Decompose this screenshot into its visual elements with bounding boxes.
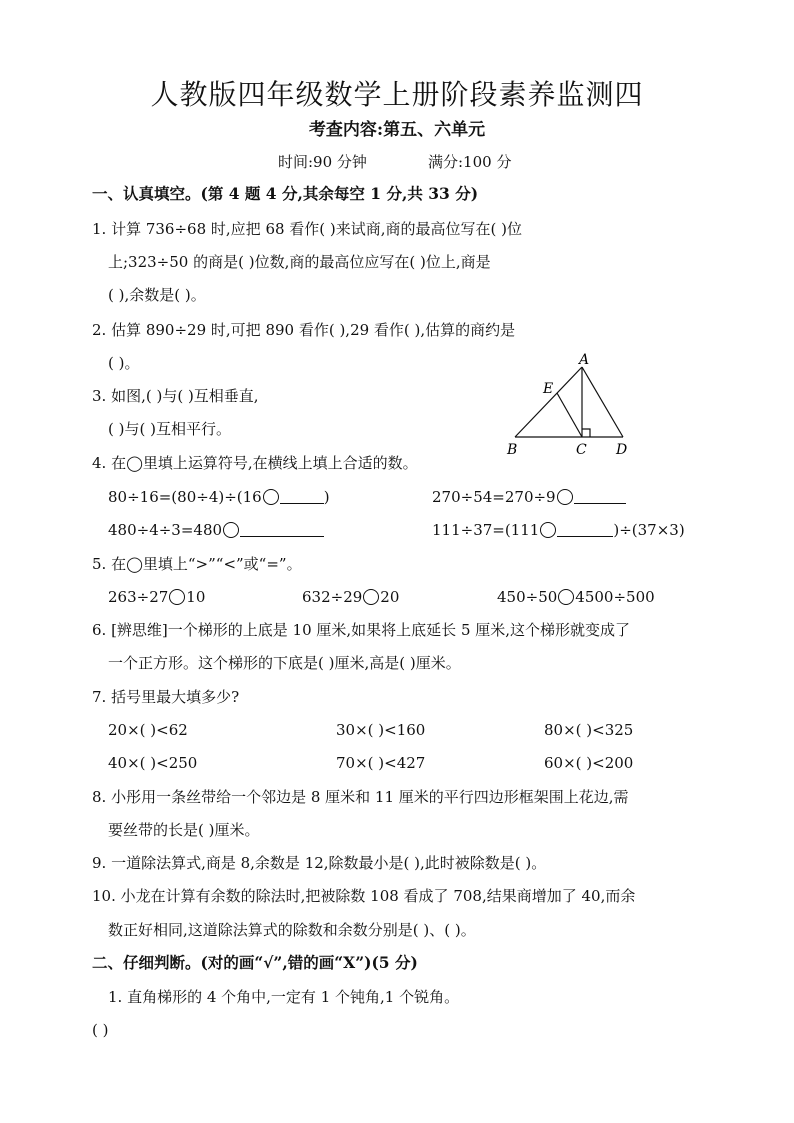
q1-line-1: 1. 计算 736÷68 时,应把 68 看作( )来试商,商的最高位写在( )位 [92, 220, 523, 238]
label-e: E [543, 381, 554, 397]
page-subtitle: 考查内容:第五、六单元 [308, 120, 486, 140]
q7-stem: 7. 括号里最大填多少? [92, 688, 240, 706]
q5-item-2 [302, 587, 399, 607]
q9-line: 9. 一道除法算式,商是 8,余数是 12,除数最小是( ),此时被除数是( )。 [92, 854, 547, 872]
q1-line-3: ( ),余数是( )。 [108, 286, 206, 304]
section-2-heading: 二、仔细判断。(对的画“√”,错的画“X”)(5 分) [92, 953, 418, 972]
q7-r1-c1: 20×( )<62 [108, 721, 188, 739]
q5-item-1-left: 263÷27 [108, 588, 169, 606]
q4-item-4 [432, 520, 685, 540]
q5-item-1-right: 10 [186, 588, 206, 606]
answer-blank[interactable] [280, 489, 324, 504]
q8-line-2: 要丝带的长是( )厘米。 [108, 821, 260, 839]
q1-line-2: 上;323÷50 的商是( )位数,商的最高位应写在( )位上,商是 [108, 253, 491, 271]
label-a: A [579, 352, 590, 368]
q4-item-1 [108, 487, 330, 507]
answer-blank[interactable] [240, 522, 324, 537]
q2-line-2: ( )。 [108, 354, 140, 372]
q2-line-1: 2. 估算 890÷29 时,可把 890 看作( ),29 看作( ),估算的商约是 [92, 321, 516, 339]
answer-circle[interactable] [223, 522, 239, 538]
q4-item-4-right: )÷(37×3) [613, 521, 685, 539]
answer-blank[interactable] [574, 489, 626, 504]
q7-r2-c3: 60×( )<200 [544, 754, 634, 772]
answer-circle[interactable] [169, 589, 185, 605]
page-title: 人教版四年级数学上册阶段素养监测四 [150, 78, 644, 111]
q5-item-3 [497, 587, 655, 607]
q3-line-2: ( )与( )互相平行。 [108, 420, 231, 438]
answer-blank[interactable] [557, 522, 613, 537]
s2-q1: 1. 直角梯形的 4 个角中,一定有 1 个钝角,1 个锐角。 [108, 988, 460, 1006]
q10-line-2: 数正好相同,这道除法算式的除数和余数分别是( )、( )。 [108, 921, 476, 939]
q10-line-1: 10. 小龙在计算有余数的除法时,把被除数 108 看成了 708,结果商增加了 40,而余 [92, 887, 636, 905]
triangle-figure [500, 350, 650, 460]
q5-item-3-left: 450÷50 [497, 588, 558, 606]
q4-item-2 [432, 487, 626, 507]
q7-r1-c2: 30×( )<160 [336, 721, 426, 739]
q6-line-2: 一个正方形。这个梯形的下底是( )厘米,高是( )厘米。 [108, 654, 461, 672]
q5-item-2-left: 632÷29 [302, 588, 363, 606]
q4-stem: 4. 在◯里填上运算符号,在横线上填上合适的数。 [92, 454, 418, 472]
q6-line-1: 6. [辨思维]一个梯形的上底是 10 厘米,如果将上底延长 5 厘米,这个梯形就变成了 [92, 621, 631, 639]
label-d: D [616, 442, 628, 458]
q5-item-1 [108, 587, 205, 607]
q8-line-1: 8. 小彤用一条丝带给一个邻边是 8 厘米和 11 厘米的平行四边形框架围上花边,需 [92, 788, 629, 806]
q5-item-3-right: 4500÷500 [575, 588, 655, 606]
q4-item-4-left: 111÷37=(111 [432, 521, 540, 539]
q7-r1-c3: 80×( )<325 [544, 721, 634, 739]
q5-stem: 5. 在◯里填上“>”“<”或“=”。 [92, 555, 302, 573]
q3-line-1: 3. 如图,( )与( )互相垂直, [92, 387, 259, 405]
answer-circle[interactable] [558, 589, 574, 605]
exam-score: 满分:100 分 [428, 153, 512, 171]
q7-r2-c1: 40×( )<250 [108, 754, 198, 772]
answer-circle[interactable] [540, 522, 556, 538]
q4-item-1-left: 80÷16=(80÷4)÷(16 [108, 488, 262, 506]
answer-circle[interactable] [363, 589, 379, 605]
q5-item-2-right: 20 [380, 588, 400, 606]
answer-circle[interactable] [263, 489, 279, 505]
q4-item-3-left: 480÷4÷3=480 [108, 521, 223, 539]
label-c: C [576, 442, 587, 458]
q4-item-3 [108, 520, 324, 540]
answer-circle[interactable] [557, 489, 573, 505]
s2-q1-paren[interactable]: ( ) [92, 1021, 109, 1039]
label-b: B [507, 442, 518, 458]
q4-item-2-left: 270÷54=270÷9 [432, 488, 556, 506]
section-1-heading: 一、认真填空。(第 4 题 4 分,其余每空 1 分,共 33 分) [92, 184, 479, 203]
exam-time: 时间:90 分钟 [278, 153, 367, 171]
q4-item-1-right: ) [323, 488, 330, 506]
q7-r2-c2: 70×( )<427 [336, 754, 426, 772]
